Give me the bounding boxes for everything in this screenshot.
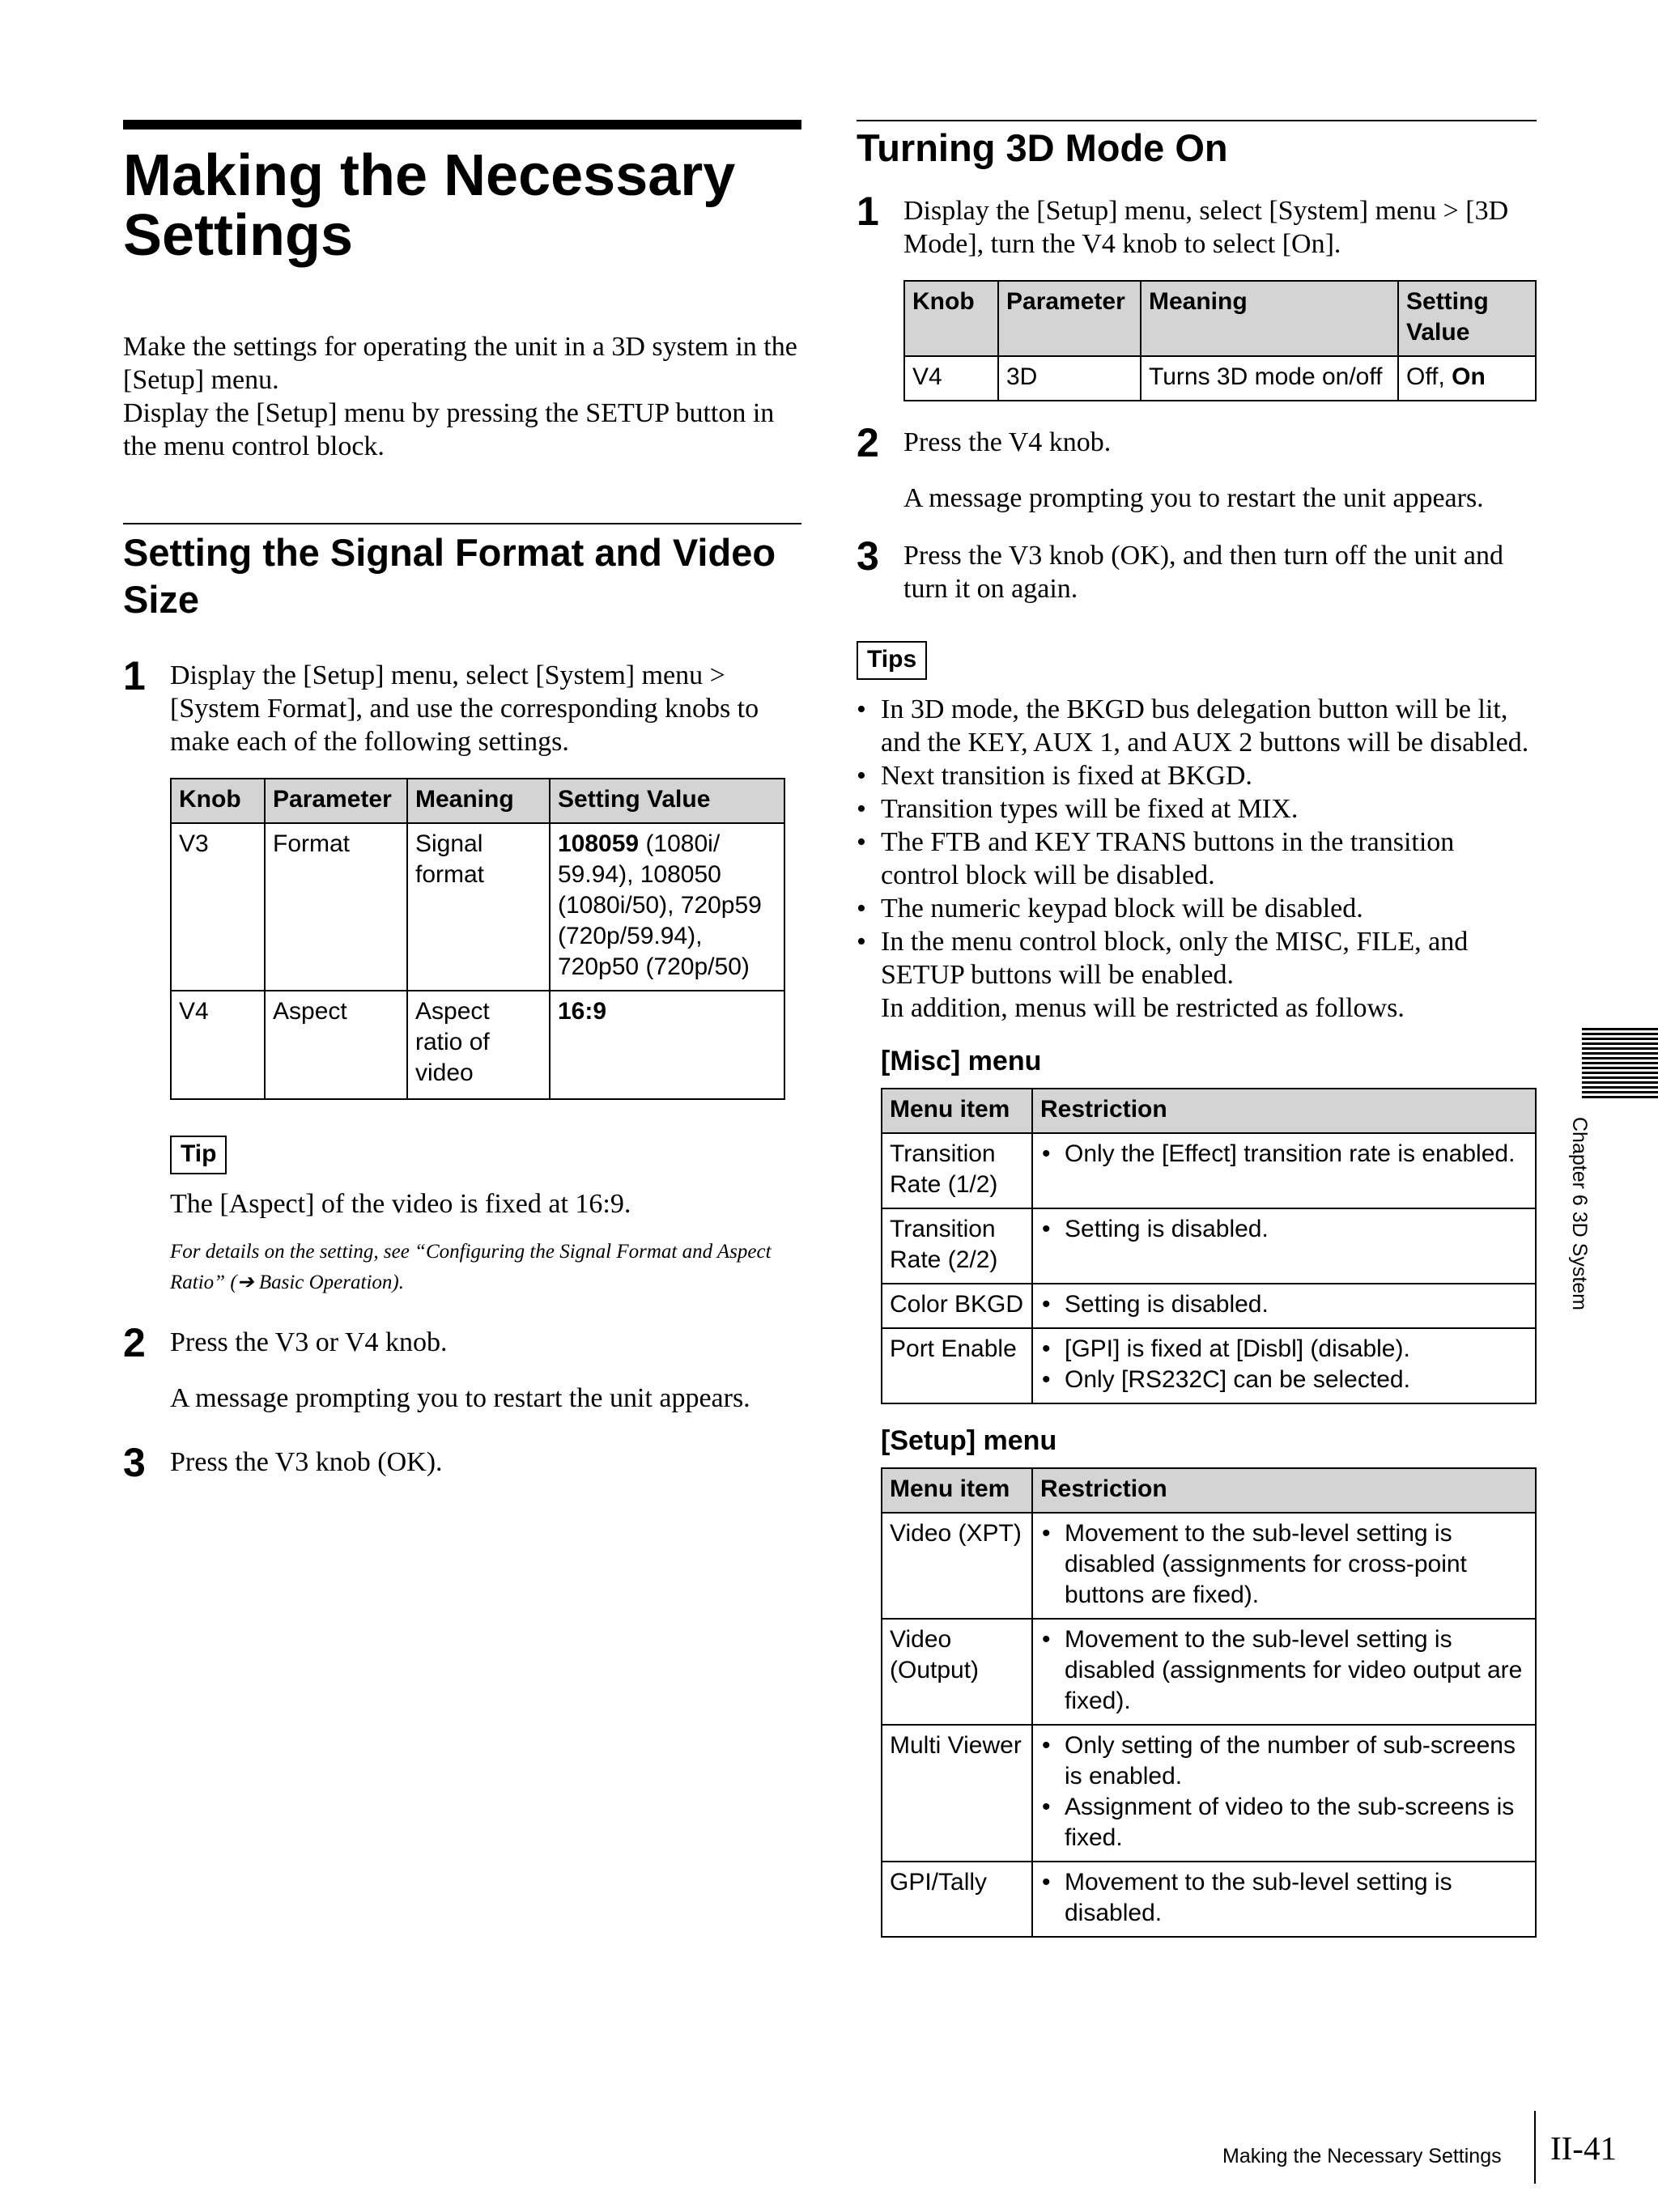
step-number: 1 — [123, 653, 146, 698]
restriction-item: • Movement to the sub-level setting is disabled (assignments for video output are fixed). — [1040, 1624, 1528, 1717]
table-cell — [1398, 356, 1536, 401]
restriction-item: • Only [RS232C] can be selected. — [1040, 1365, 1528, 1395]
table-cell: Turns 3D mode on/off — [1141, 356, 1398, 401]
table-cell — [1032, 1208, 1536, 1284]
section-rule — [123, 523, 801, 524]
table-cell — [550, 991, 784, 1099]
page-number: II-41 — [1550, 2129, 1617, 2167]
table-cell: Aspect — [265, 991, 407, 1099]
setup-menu-table — [881, 1467, 1537, 1938]
table-header: Knob — [904, 281, 998, 356]
step-1 — [857, 189, 1537, 261]
table-header-row — [882, 1468, 1536, 1513]
section-title-line2: Size — [123, 578, 200, 621]
list-item: • The numeric keypad block will be disabled. — [857, 892, 1537, 925]
table-row — [171, 823, 784, 991]
table-cell: Transition Rate (2/2) — [882, 1208, 1032, 1284]
table-row — [882, 1513, 1536, 1619]
list-item: • Transition types will be fixed at MIX. — [857, 792, 1537, 826]
table-cell — [1032, 1133, 1536, 1208]
tips-list — [857, 693, 1537, 991]
table-cell — [1032, 1284, 1536, 1328]
step-text: Display the [Setup] menu, select [System] menu > [System Format], and use the corresponding knobs to make each of the following settings. — [170, 660, 759, 757]
table-header: Setting Value — [1398, 281, 1536, 356]
table-cell — [1032, 1328, 1536, 1403]
intro-paragraph: Display the [Setup] menu by pressing the SETUP button in the menu control block. — [123, 398, 775, 461]
intro-paragraph: Make the settings for operating the unit in a 3D system in the [Setup] menu. — [123, 332, 797, 395]
intro-block — [123, 330, 801, 463]
step-number: 2 — [123, 1320, 146, 1365]
table-header: Restriction — [1032, 1468, 1536, 1513]
setup-menu-title: [Setup] menu — [881, 1425, 1057, 1456]
table-cell: Format — [265, 823, 407, 991]
step-number: 3 — [123, 1440, 146, 1485]
chapter-tab-marker — [1582, 1028, 1658, 1101]
3d-mode-table — [903, 280, 1537, 401]
section-title: Turning 3D Mode On — [857, 126, 1228, 169]
table-cell: Color BKGD — [882, 1284, 1032, 1328]
step-text: Press the V3 or V4 knob. — [170, 1327, 448, 1357]
step-text: Press the V4 knob. — [903, 427, 1112, 457]
table-header: Knob — [171, 779, 265, 823]
table-row — [882, 1862, 1536, 1937]
page-title — [123, 143, 801, 268]
step-3 — [857, 533, 1537, 605]
table-header: Setting Value — [550, 779, 784, 823]
restriction-item: • Movement to the sub-level setting is disabled. — [1040, 1867, 1528, 1929]
list-item: • In 3D mode, the BKGD bus delegation button will be lit, and the KEY, AUX 1, and AUX 2 buttons will be disabled. — [857, 693, 1537, 759]
restriction-item: • Only the [Effect] transition rate is enabled. — [1040, 1139, 1528, 1170]
table-cell — [550, 823, 784, 991]
tip-block — [170, 1136, 801, 1298]
table-cell: 3D — [998, 356, 1141, 401]
tips-block — [857, 641, 1537, 1025]
table-cell: Signal format — [407, 823, 550, 991]
table-row — [882, 1328, 1536, 1403]
step-2 — [857, 420, 1537, 515]
chapter-label-text: Chapter 6 3D System — [1568, 1117, 1591, 1310]
tip-text: The [Aspect] of the video is fixed at 16:9. — [170, 1189, 631, 1219]
table-row — [882, 1133, 1536, 1208]
restriction-item: • Assignment of video to the sub-screens is fixed. — [1040, 1792, 1528, 1853]
table-cell — [1032, 1725, 1536, 1862]
table-row — [882, 1619, 1536, 1725]
right-column — [857, 0, 1537, 1938]
chapter-side-label — [1562, 1117, 1595, 1327]
table-header: Menu item — [882, 1468, 1032, 1513]
misc-menu-title: [Misc] menu — [881, 1046, 1042, 1076]
restriction-item: • Only setting of the number of sub-screens is enabled. — [1040, 1730, 1528, 1792]
table-cell: Port Enable — [882, 1328, 1032, 1403]
list-item: • In the menu control block, only the MISC, FILE, and SETUP buttons will be enabled. — [857, 925, 1537, 991]
table-cell — [1032, 1513, 1536, 1619]
step-3 — [123, 1440, 801, 1485]
section-title-line1: Setting the Signal Format and Video — [123, 531, 776, 574]
table-header: Meaning — [1141, 281, 1398, 356]
title-rule — [857, 120, 1537, 121]
table-cell: V4 — [904, 356, 998, 401]
table-header: Parameter — [265, 779, 407, 823]
restriction-item: • Setting is disabled. — [1040, 1289, 1528, 1320]
step-subtext: A message prompting you to restart the unit appears. — [170, 1383, 750, 1413]
value-plain: Off, — [1406, 363, 1452, 390]
footer-section-title: Making the Necessary Settings — [1222, 2145, 1502, 2167]
table-header-row — [904, 281, 1536, 356]
list-item: • The FTB and KEY TRANS buttons in the transition control block will be disabled. — [857, 826, 1537, 892]
step-subtext: A message prompting you to restart the unit appears. — [903, 483, 1484, 513]
table-row — [882, 1284, 1536, 1328]
table-cell: Aspect ratio of video — [407, 991, 550, 1099]
step-text: Display the [Setup] menu, select [System] menu > [3D Mode], turn the V4 knob to select [On]. — [903, 196, 1509, 259]
section-title — [123, 529, 801, 623]
table-cell: Video (Output) — [882, 1619, 1032, 1725]
value-bold: On — [1452, 363, 1486, 390]
setup-menu-block — [881, 1424, 1537, 1938]
footer-divider — [1534, 2111, 1536, 2184]
page-title-line2: Settings — [123, 203, 354, 268]
table-cell: V3 — [171, 823, 265, 991]
table-row — [904, 356, 1536, 401]
table-cell: V4 — [171, 991, 265, 1099]
value-rest: (1080i/ 59.94), 108050 (1080i/50), 720p59 (720p/59.94), 720p50 (720p/50) — [558, 830, 762, 980]
table-row — [882, 1208, 1536, 1284]
table-header: Restriction — [1032, 1089, 1536, 1133]
table-row — [882, 1725, 1536, 1862]
value-bold: 16:9 — [558, 998, 607, 1025]
list-item: • Next transition is fixed at BKGD. — [857, 759, 1537, 792]
restriction-item: • [GPI] is fixed at [Disbl] (disable). — [1040, 1334, 1528, 1365]
step-number: 1 — [857, 189, 879, 234]
table-cell: GPI/Tally — [882, 1862, 1032, 1937]
step-text: Press the V3 knob (OK). — [170, 1447, 443, 1477]
table-header-row — [882, 1089, 1536, 1133]
table-header-row — [171, 779, 784, 823]
left-column — [123, 0, 801, 1485]
table-cell: Multi Viewer — [882, 1725, 1032, 1862]
page-title-line1: Making the Necessary — [123, 143, 736, 208]
table-header: Parameter — [998, 281, 1141, 356]
tips-label: Tips — [857, 641, 927, 680]
format-settings-table — [170, 778, 785, 1100]
reference-note: For details on the setting, see “Configuring the Signal Format and Aspect Ratio” (➔ Basic Operation). — [170, 1241, 772, 1293]
table-header: Meaning — [407, 779, 550, 823]
step-text: Press the V3 knob (OK), and then turn off the unit and turn it on again. — [903, 541, 1503, 604]
tip-label: Tip — [170, 1136, 227, 1174]
title-rule — [123, 120, 801, 129]
step-number: 3 — [857, 533, 879, 579]
table-header: Menu item — [882, 1089, 1032, 1133]
table-cell: Transition Rate (1/2) — [882, 1133, 1032, 1208]
table-cell — [1032, 1862, 1536, 1937]
restriction-item: • Setting is disabled. — [1040, 1214, 1528, 1245]
tips-extra: In addition, menus will be restricted as follows. — [881, 993, 1405, 1023]
step-1 — [123, 653, 801, 758]
restriction-item: • Movement to the sub-level setting is disabled (assignments for cross-point buttons are fixed). — [1040, 1518, 1528, 1611]
step-2 — [123, 1320, 801, 1415]
table-cell: Video (XPT) — [882, 1513, 1032, 1619]
table-cell — [1032, 1619, 1536, 1725]
value-bold: 108059 — [558, 830, 640, 857]
misc-menu-table — [881, 1088, 1537, 1404]
step-number: 2 — [857, 420, 879, 465]
misc-menu-block — [881, 1044, 1537, 1404]
table-row — [171, 991, 784, 1099]
